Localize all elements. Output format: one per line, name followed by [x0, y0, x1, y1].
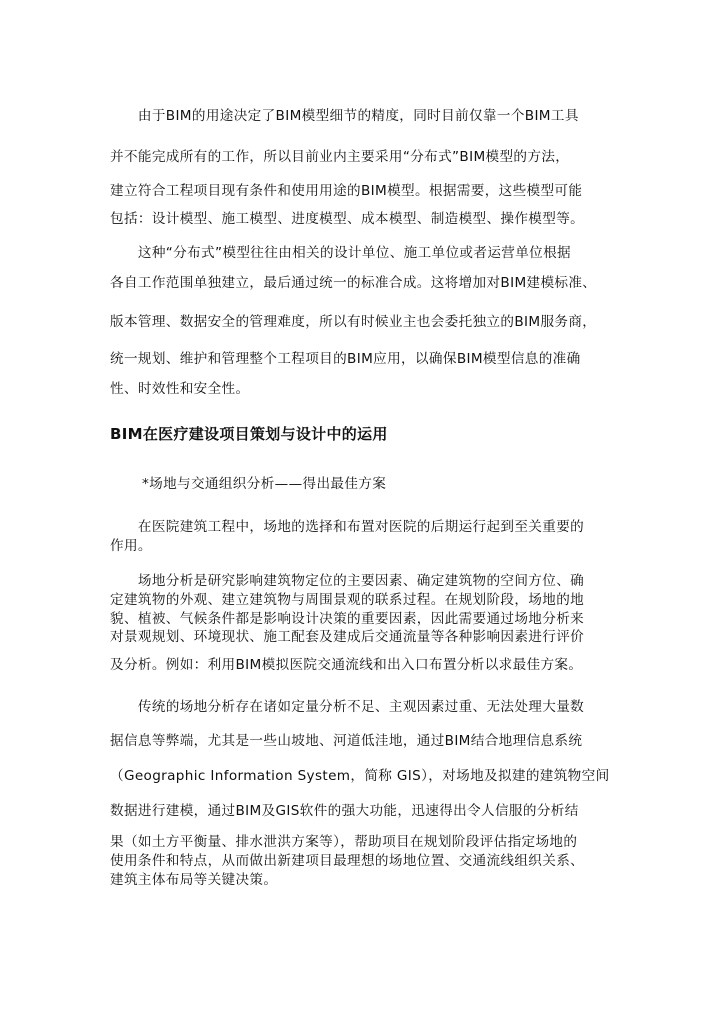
- text-line: 这种“分布式”模型往往由相关的设计单位、施工单位或者运营单位根据: [110, 245, 571, 261]
- text-line: 及分析。例如：利用BIM模拟医院交通流线和出入口布置分析以求最佳方案。: [110, 657, 583, 673]
- text-line: 在医院建筑工程中，场地的选择和布置对医院的后期运行起到至关重要的: [110, 519, 585, 535]
- text-line: 场地分析是研究影响建筑物定位的主要因素、确定建筑物的空间方位、确: [110, 573, 585, 589]
- text-line: 建立符合工程项目现有条件和使用用途的BIM模型。根据需要，这些模型可能: [110, 183, 583, 199]
- text-line: 各自工作范围单独建立，最后通过统一的标准合成。这将增加对BIM建模标准、: [110, 275, 597, 291]
- text-line: 果（如土方平衡量、排水泄洪方案等），帮助项目在规划阶段评估指定场地的: [110, 834, 578, 850]
- text-line: 作用。: [110, 538, 152, 554]
- text-line: 版本管理、数据安全的管理难度，所以有时候业主也会委托独立的BIM服务商，: [110, 314, 597, 330]
- text-line: 并不能完成所有的工作，所以目前业内主要采用“分布式”BIM模型的方法，: [110, 149, 570, 165]
- text-line: 貌、植被、气候条件都是影响设计决策的重要因素，因此需要通过场地分析来: [110, 611, 585, 627]
- text-line: 建筑主体布局等关键决策。: [110, 872, 278, 888]
- text-line: 统一规划、维护和管理整个工程项目的BIM应用，以确保BIM模型信息的准确: [110, 351, 581, 367]
- subsection-title: *场地与交通组织分析——得出最佳方案: [142, 476, 387, 492]
- text-line: 据信息等弊端，尤其是一些山坡地、河道低洼地，通过BIM结合地理信息系统: [110, 733, 583, 749]
- text-line: 由于BIM的用途决定了BIM模型细节的精度，同时目前仅靠一个BIM工具: [110, 108, 579, 124]
- text-line: （Geographic Information System，简称 GIS），对场地及拟建的建筑物空间: [110, 768, 610, 784]
- text-line: 对景观规划、环境现状、施工配套及建成后交通流量等各种影响因素进行评价: [110, 629, 585, 645]
- section-heading: BIM在医疗建设项目策划与设计中的运用: [110, 425, 388, 443]
- text-line: 传统的场地分析存在诸如定量分析不足、主观因素过重、无法处理大量数: [110, 699, 585, 715]
- text-line: 数据进行建模，通过BIM及GIS软件的强大功能，迅速得出令人信服的分析结: [110, 803, 579, 819]
- text-line: 性、时效性和安全性。: [110, 381, 250, 397]
- text-line: 定建筑物的外观、建立建筑物与周围景观的联系过程。在规划阶段，场地的地: [110, 592, 585, 608]
- text-line: 使用条件和特点，从而做出新建项目最理想的场地位置、交通流线组织关系、: [110, 853, 585, 869]
- text-line: 包括：设计模型、施工模型、进度模型、成本模型、制造模型、操作模型等。: [110, 211, 585, 227]
